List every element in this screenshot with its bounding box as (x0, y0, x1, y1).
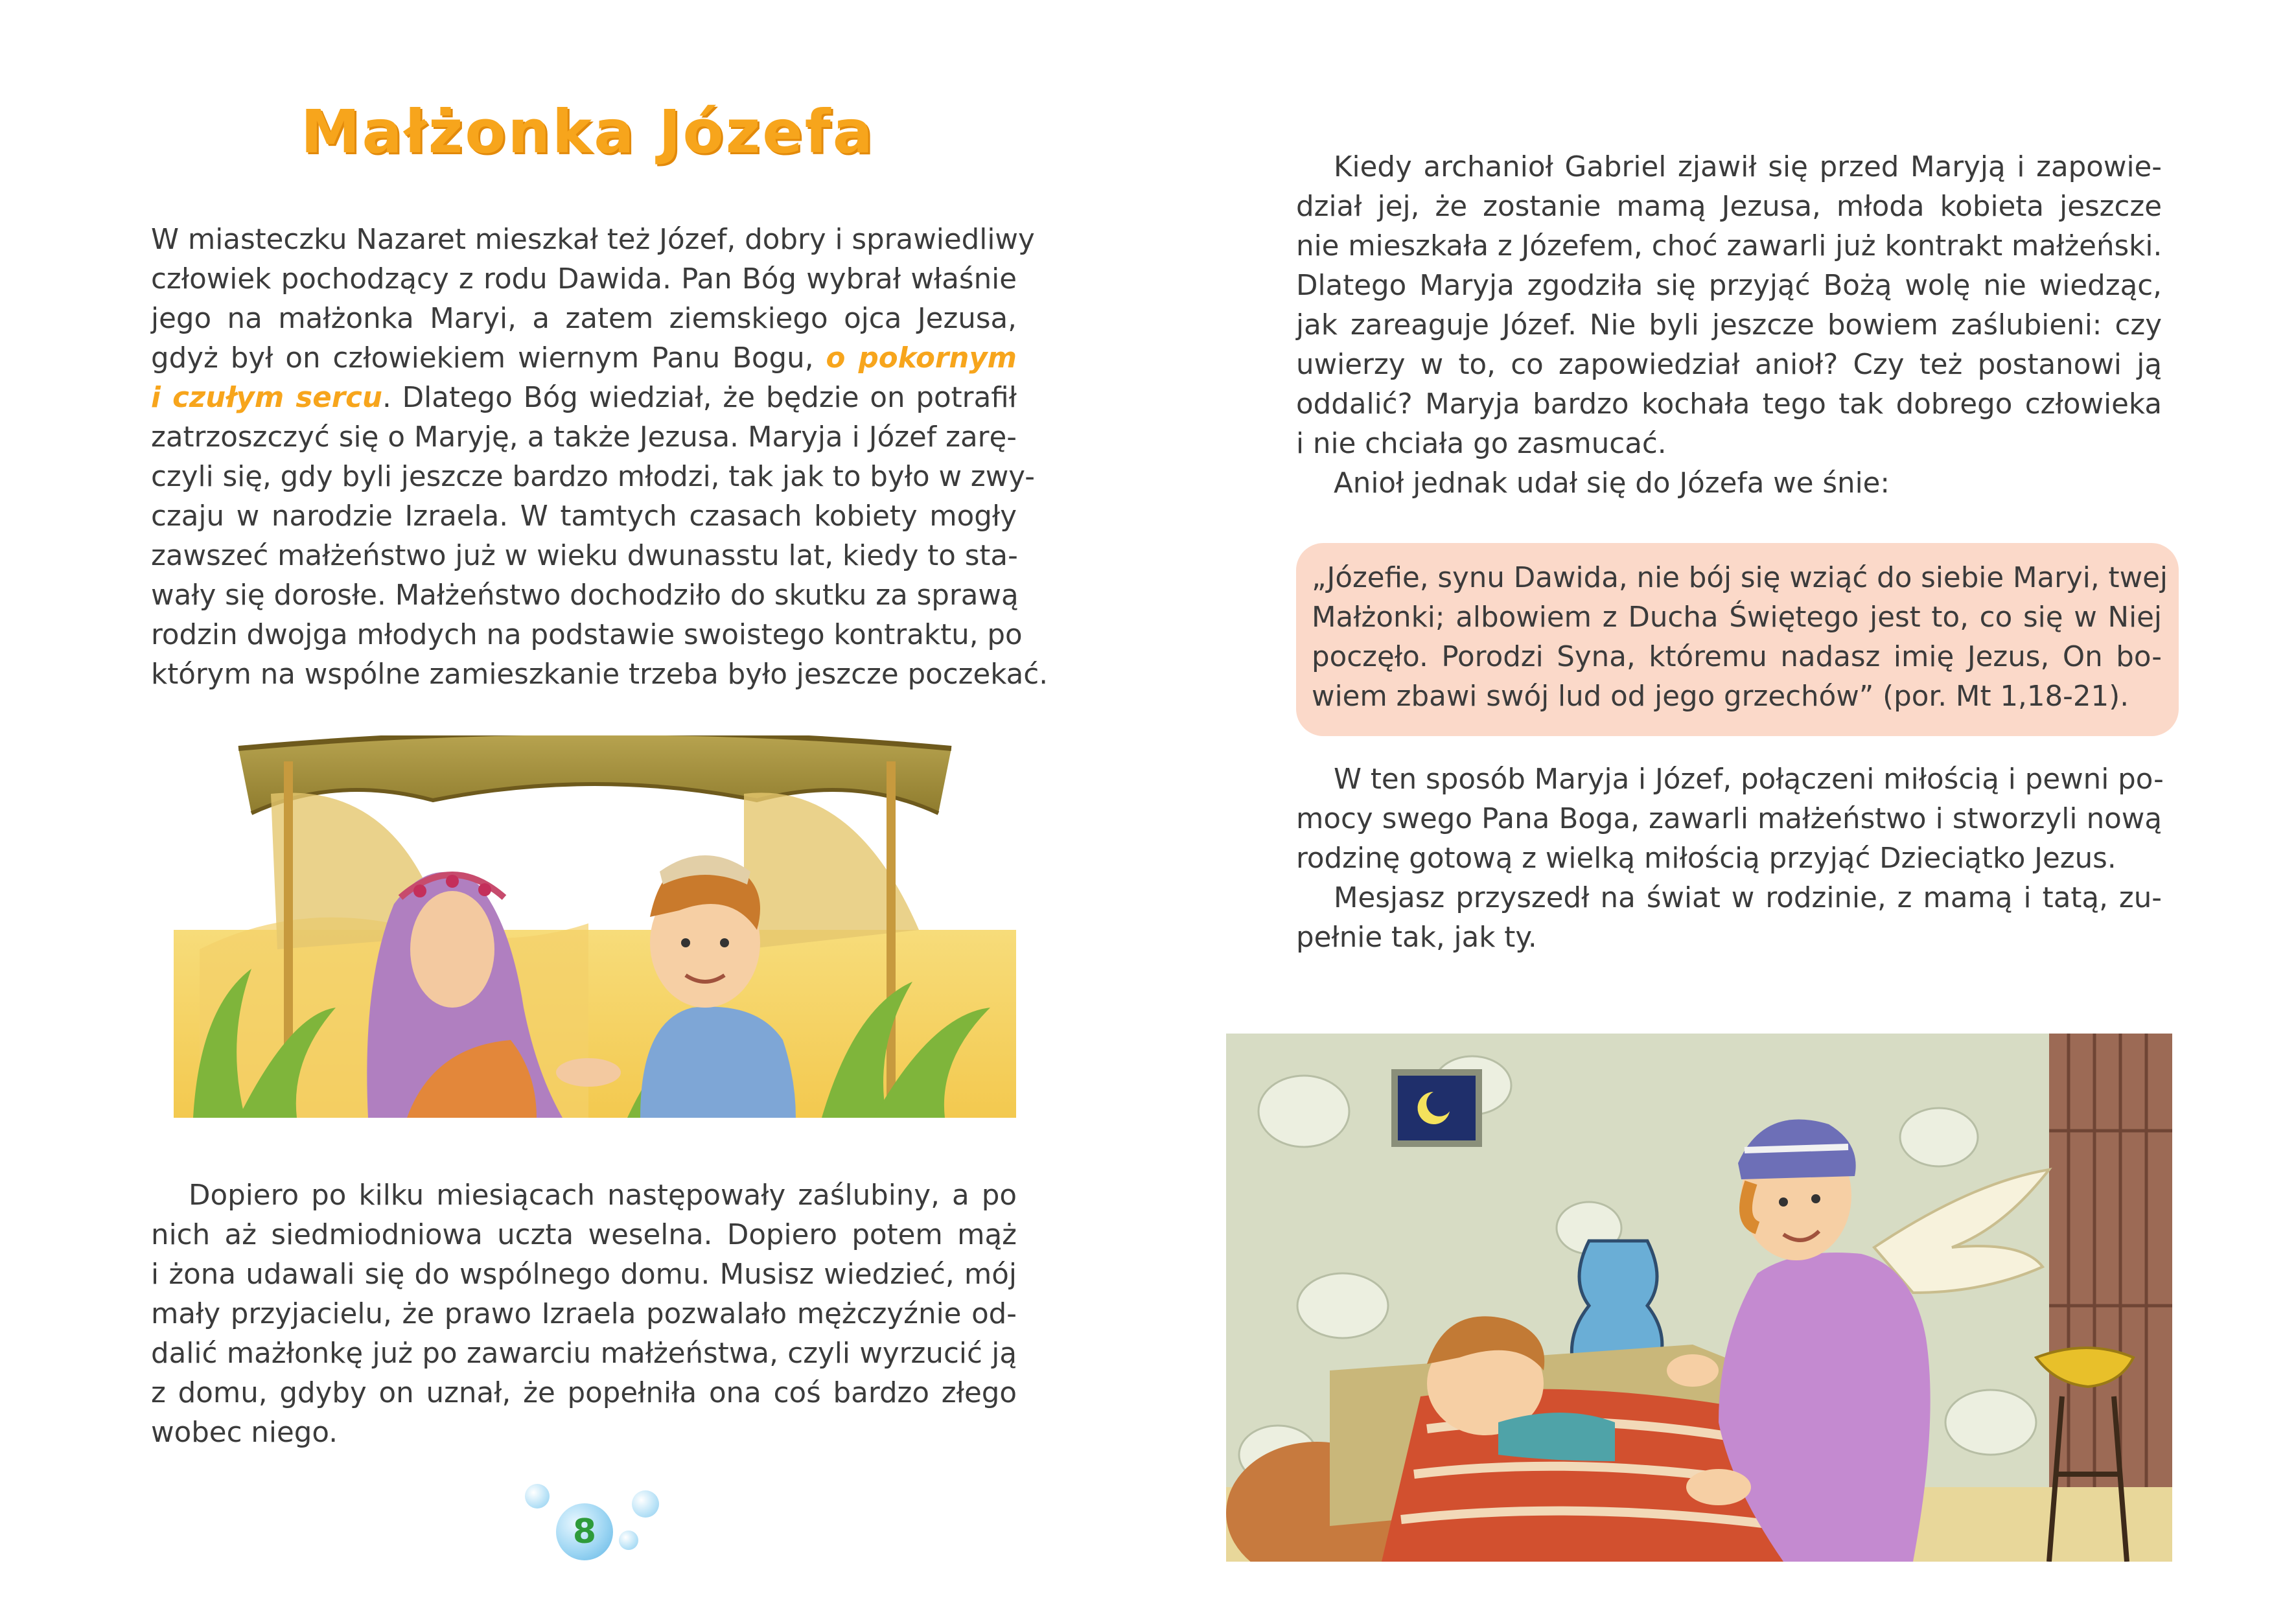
text-line: wały się dorosłe. Małżeństwo dochodziło do skutku za sprawą (151, 579, 1019, 612)
text-line: czaju w narodzie Izraela. W tamtych czasach kobiety mogły (151, 500, 1017, 533)
text-line: uwierzy w to, co zapowiedział anioł? Czy też postanowi ją (1296, 349, 2162, 381)
bubble-decoration (619, 1531, 638, 1550)
quote-line: Małżonki; albowiem z Ducha Świętego jest to, co się w Niej (1312, 601, 2162, 634)
text-line: rodzinę gotową z wielką miłością przyjąć Dzieciątko Jezus. (1296, 842, 2116, 875)
text-line: jak zareaguje Józef. Nie byli jeszcze bowiem zaślubieni: czy (1296, 309, 2162, 341)
text-line: oddalić? Maryja bardzo kochała tego tak dobrego człowieka (1296, 388, 2162, 421)
text-line: którym na wspólne zamieszkanie trzeba było jeszcze poczekać. (151, 658, 1049, 691)
page-number: 8 (556, 1503, 613, 1560)
text-line: mały przyjacielu, że prawo Izraela pozwalało mężczyźnie od- (151, 1298, 1017, 1330)
tent-couple-illustration (174, 735, 1016, 1118)
angel-dream-image (1226, 1034, 2172, 1562)
right-paragraph-3 (1296, 760, 2162, 958)
text-line: W miasteczku Nazaret mieszkał też Józef, dobry i sprawiedliwy (151, 224, 1035, 256)
highlighted-text: o pokornym (826, 342, 1017, 375)
quote-text (1312, 559, 2168, 717)
text-line: Mesjasz przyszedł na świat w rodzinie, z mamą i tatą, zu- (1334, 882, 2162, 914)
text-line: człowiek pochodzący z rodu Dawida. Pan Bóg wybrał właśnie (151, 263, 1017, 295)
text-line: i nie chciała go zasmucać. (1296, 428, 1667, 460)
text-line: jego na małżonka Maryi, a zatem ziemskiego ojca Jezusa, (151, 303, 1017, 335)
right-paragraph-1 (1296, 148, 2162, 503)
text-line: i żona udawali się do wspólnego domu. Musisz wiedzieć, mój (151, 1258, 1017, 1291)
text-fragment: . Dlatego Bóg wiedział, że będzie on potrafił (382, 382, 1017, 414)
text-line: zawszeć małżeństwo już w wieku dwunasstu lat, kiedy to sta- (151, 540, 1018, 572)
text-line: czyli się, gdy byli jeszcze bardzo młodzi, tak jak to było w zwy- (151, 461, 1035, 493)
text-line: dział jej, że zostanie mamą Jezusa, młoda kobieta jeszcze (1296, 191, 2162, 223)
text-fragment: gdyż był on człowiekiem wiernym Panu Bogu, (151, 342, 814, 375)
text-line: wobec niego. (151, 1416, 338, 1449)
angel-dream-illustration (1226, 1034, 2172, 1562)
text-line: z domu, gdyby on uznał, że popełniła ona coś bardzo złego (151, 1377, 1017, 1409)
text-line: Kiedy archanioł Gabriel zjawił się przed Maryją i zapowie- (1334, 151, 2162, 183)
right-page (1148, 0, 2296, 1607)
text-line: nie mieszkała z Józefem, choć zawarli już kontrakt małżeński. (1296, 230, 2163, 262)
left-paragraph-2 (151, 1176, 1017, 1453)
text-line: nich aż siedmiodniowa uczta weselna. Dopiero potem mąż (151, 1219, 1017, 1251)
text-line: mocy swego Pana Boga, zawarli małżeństwo i stworzyli nową (1296, 803, 2162, 835)
tent-couple-image (174, 735, 1016, 1118)
left-paragraph-1 (151, 220, 1049, 695)
text-line-with-highlight (151, 378, 1017, 418)
quote-line: poczęło. Porodzi Syna, któremu nadasz imię Jezus, On bo- (1312, 641, 2162, 673)
text-line: Anioł jednak udał się do Józefa we śnie: (1334, 467, 1890, 500)
text-line: dalić mażłonkę już po zawarciu małżeństwa, czyli wyrzucić ją (151, 1337, 1017, 1370)
text-line-with-highlight (151, 339, 1017, 378)
bubble-decoration (632, 1490, 659, 1518)
bubble-decoration (525, 1484, 550, 1509)
text-line: Dlatego Maryja zgodziła się przyjąć Bożą wolę nie wiedząc, (1296, 270, 2162, 302)
text-line: Dopiero po kilku miesiącach następowały zaślubiny, a po (189, 1179, 1017, 1212)
page-title: Małżonka Józefa (301, 97, 875, 167)
text-line: rodzin dwojga młodych na podstawie swoistego kontraktu, po (151, 619, 1023, 651)
text-line: W ten sposób Maryja i Józef, połączeni miłością i pewni po- (1334, 763, 2164, 796)
text-line: pełnie tak, jak ty. (1296, 921, 1537, 954)
quote-line: „Józefie, synu Dawida, nie bój się wziąć do siebie Maryi, twej (1312, 562, 2168, 594)
quote-line: wiem zbawi swój lud od jego grzechów” (por. Mt 1,18-21). (1312, 680, 2129, 713)
text-line: zatrzoszczyć się o Maryję, a także Jezusa. Maryja i Józef zarę- (151, 421, 1017, 454)
highlighted-text: i czułym sercu (151, 382, 382, 414)
